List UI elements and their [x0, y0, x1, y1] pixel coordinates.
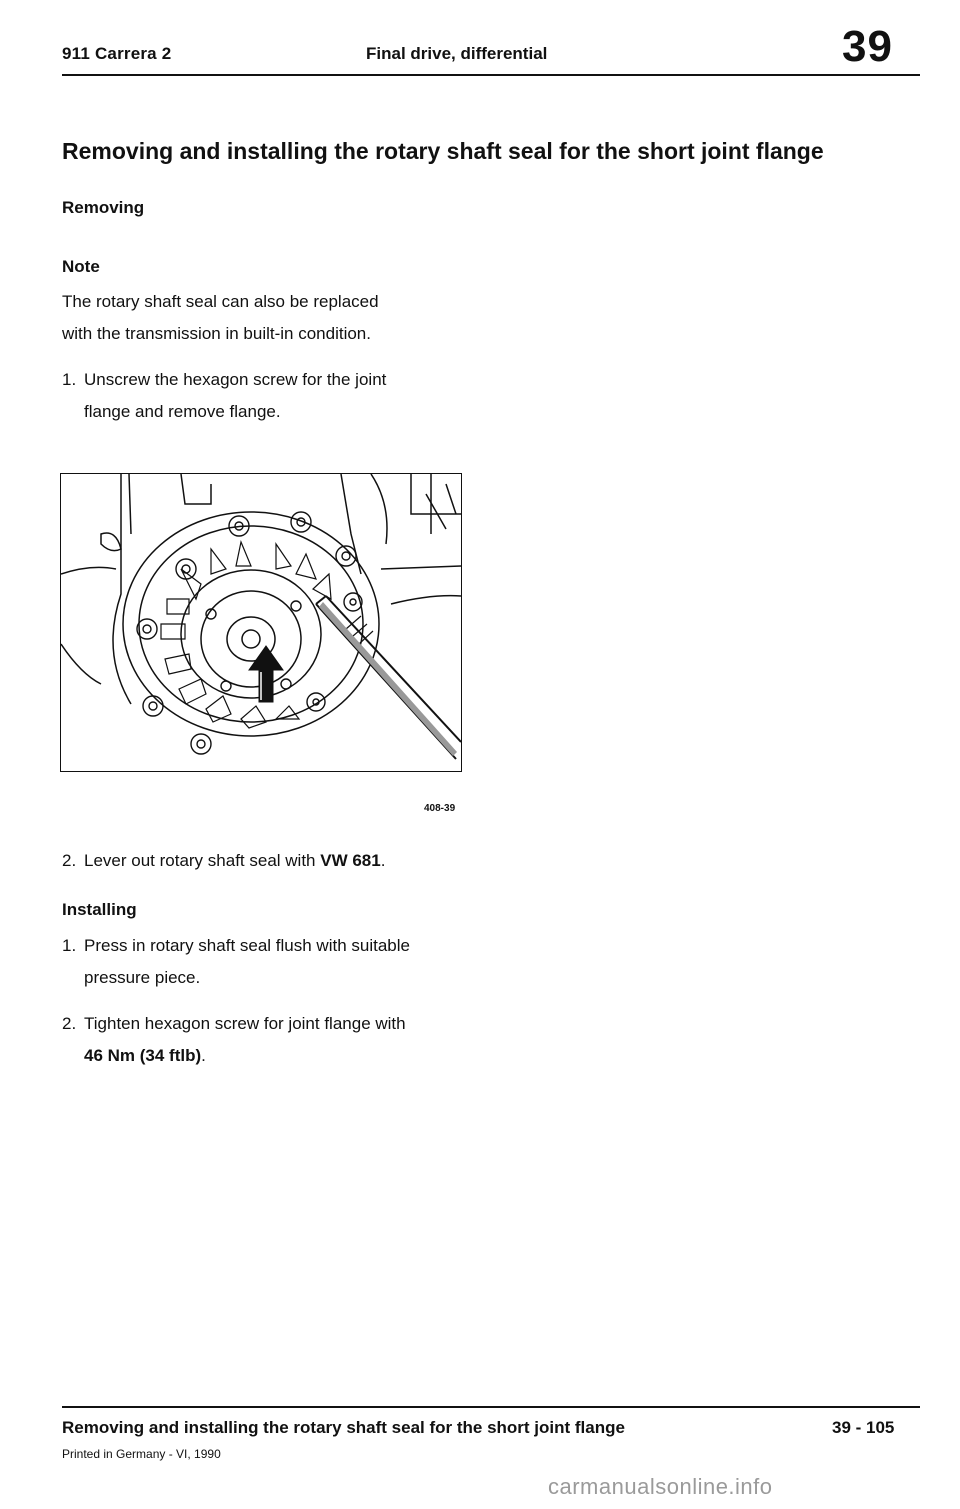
step-number: 2. [62, 851, 77, 870]
removing-heading: Removing [62, 198, 145, 217]
header-group-number: 39 [842, 22, 893, 71]
step-end: . [201, 1046, 206, 1065]
step-end: . [380, 851, 386, 870]
step-number: 1. [62, 936, 77, 955]
footer-page-number: 39 - 105 [832, 1418, 895, 1437]
footer-rule [62, 1406, 920, 1408]
torque-value: 46 Nm (34 ftlb) [84, 1046, 202, 1065]
page-title: Removing and installing the rotary shaft seal for the short joint flange [62, 138, 824, 164]
installing-step-2 [62, 1008, 482, 1072]
step-text: Unscrew the hexagon screw for the joint [84, 370, 387, 389]
step-number: 2. [62, 1014, 77, 1033]
note-line-1: The rotary shaft seal can also be replaced [62, 292, 379, 311]
header-model: 911 Carrera 2 [62, 44, 172, 63]
installing-step-1 [62, 930, 482, 994]
note-text [62, 286, 482, 350]
step-text: Lever out rotary shaft seal with [84, 851, 321, 870]
step-text-continued: flange and remove flange. [84, 402, 281, 421]
flange-illustration [61, 474, 461, 771]
figure-code: 408-39 [424, 803, 456, 814]
installing-heading: Installing [62, 900, 137, 919]
header-rule [62, 74, 920, 76]
note-line-2: with the transmission in built-in condition. [62, 324, 371, 343]
tool-number: VW 681 [320, 851, 381, 870]
footer-printed: Printed in Germany - VI, 1990 [62, 1447, 221, 1461]
figure-408-39 [60, 473, 462, 772]
removing-step-2 [62, 845, 482, 877]
header-section-title: Final drive, differential [366, 44, 548, 63]
step-number: 1. [62, 370, 77, 389]
step-text-continued: pressure piece. [84, 968, 201, 987]
step-text: Press in rotary shaft seal flush with suitable [84, 936, 410, 955]
step-text: Tighten hexagon screw for joint flange with [84, 1014, 406, 1033]
removing-step-1 [62, 364, 482, 428]
watermark: carmanualsonline.info [548, 1474, 773, 1499]
note-heading: Note [62, 257, 100, 276]
footer-title: Removing and installing the rotary shaft seal for the short joint flange [62, 1418, 625, 1437]
